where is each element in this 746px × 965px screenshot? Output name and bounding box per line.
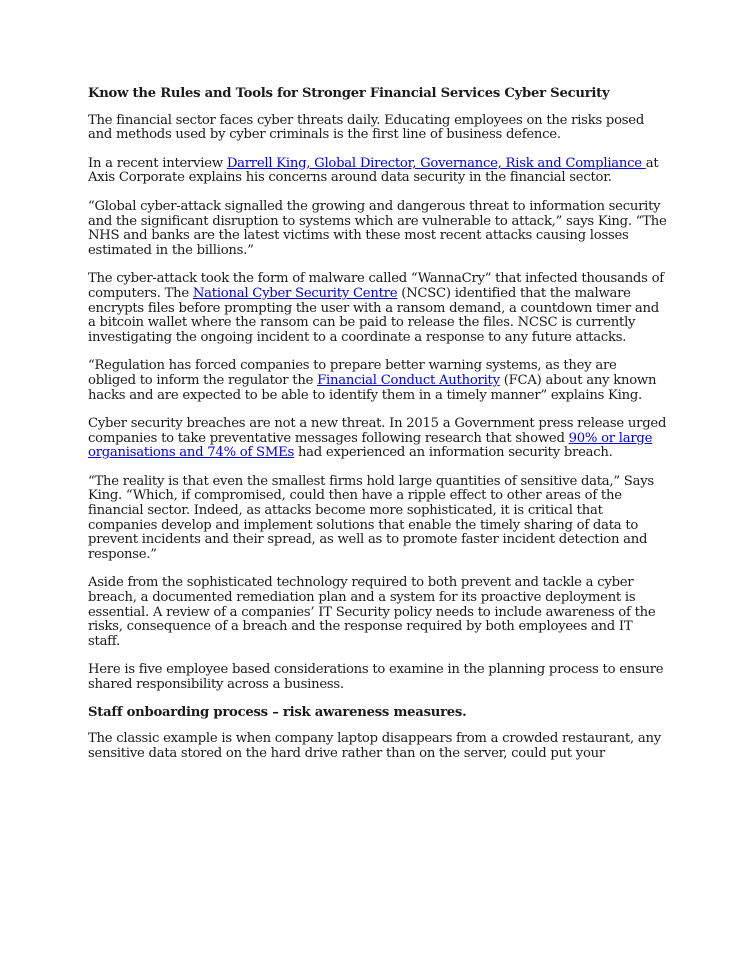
paragraph-breaches-text-end: had experienced an information security breach. (294, 445, 613, 461)
paragraph-quote-global-attack: “Global cyber-attack signalled the growing and dangerous threat to information security and the significant disruption to systems which are vulnerable to attack,” says King. “The NHS and banks are the latest victims with these most recent attacks causing losses estimated in the billions.” (88, 198, 667, 258)
paragraph-interview-text-start: In a recent interview (88, 155, 227, 171)
paragraph-breaches (88, 417, 668, 461)
link-ncsc[interactable]: National Cyber Security Centre (192, 285, 398, 301)
paragraph-regulation (88, 359, 668, 403)
link-darrell-king[interactable]: Darrell King, Global Director, Governance, Risk and Compliance (226, 155, 646, 171)
section-heading-onboarding: Staff onboarding process – risk awareness measures. (88, 704, 467, 720)
link-breach-statistics[interactable]: 90% or large organisations and 74% of SMEs (88, 430, 653, 461)
paragraph-remediation: Aside from the sophisticated technology required to both prevent and tackle a cyber breach, a documented remediation plan and a system for its proactive deployment is essential. A review of a companies’ IT Security policy needs to include awareness of the risks, consequence of a breach and the response required by both employees and IT staff. (88, 575, 656, 649)
paragraph-intro: The financial sector faces cyber threats daily. Educating employees on the risks posed and methods used by cyber criminals is the first line of business defence. (88, 112, 645, 143)
paragraph-quote-reality: “The reality is that even the smallest firms hold large quantities of sensitive data,” Says King. “Which, if compromised, could then have a ripple effect to other areas of the financial sector. Indeed, as attacks become more sophisticated, it is critical that companies develop and implement solutions that enable the timely sharing of data to prevent incidents and their spread, as well as to promote faster incident detection and response.” (88, 473, 654, 562)
paragraph-interview-text-end: at Axis Corporate explains his concerns around data security in the financial sector. (88, 155, 659, 186)
link-fca[interactable]: Financial Conduct Authority (317, 372, 500, 388)
paragraph-breaches-text-start: Cyber security breaches are not a new threat. In 2015 a Government press release urged companies to take preventative messages following research that showed (88, 416, 667, 446)
paragraph-interview (88, 157, 668, 186)
paragraph-wannacry (88, 272, 668, 345)
document-page (88, 87, 668, 775)
article-title: Know the Rules and Tools for Stronger Financial Services Cyber Security (88, 86, 610, 101)
paragraph-considerations: Here is five employee based considerations to examine in the planning process to ensure shared responsibility across a business. (88, 662, 664, 692)
paragraph-wannacry-text-end: (NCSC) identified that the malware encrypts files before prompting the user with a ransom demand, a countdown timer and a bitcoin wallet where the ransom can be paid to release the files. NCSC is currently investigating the ongoing incident to a coordinate a response to any future attacks. (88, 285, 659, 345)
paragraph-wannacry-text-start: The cyber-attack took the form of malware called “WannaCry” that infected thousands of computers. The (88, 271, 664, 301)
paragraph-laptop-example: The classic example is when company laptop disappears from a crowded restaurant, any sensitive data stored on the hard drive rather than on the server, could put your (88, 731, 661, 761)
paragraph-regulation-text-end: (FCA) about any known hacks and are expected to be able to identify them in a timely manner” explains King. (88, 372, 657, 403)
paragraph-regulation-text-start: “Regulation has forced companies to prepare better warning systems, as they are obliged to inform the regulator the (88, 358, 617, 388)
